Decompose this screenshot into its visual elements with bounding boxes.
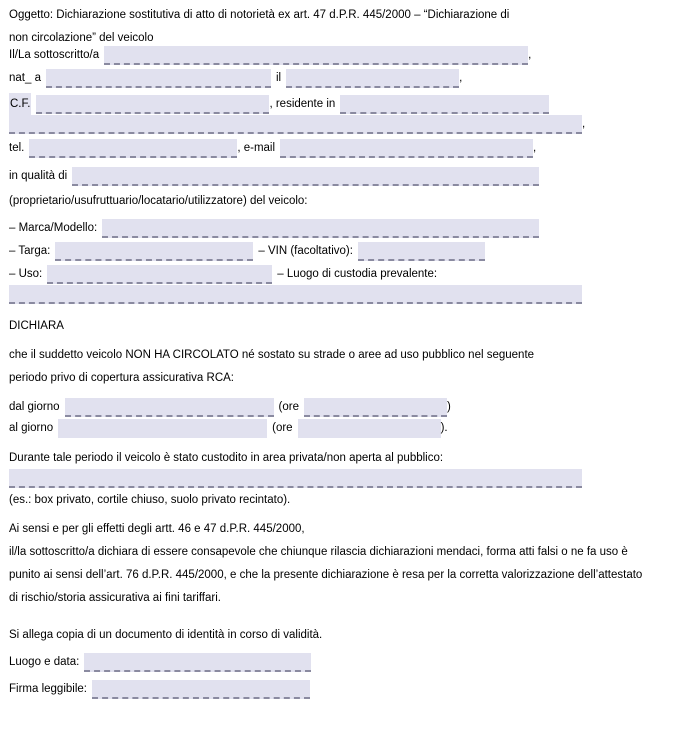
label-luogo-data: Luogo e data: bbox=[9, 656, 80, 668]
label-codice-fiscale: C.F. bbox=[9, 93, 31, 116]
row-residenza-continuazione bbox=[9, 113, 585, 136]
label-targa: – Targa: bbox=[9, 245, 51, 257]
custodia-example-text: (es.: box privato, cortile chiuso, suolo privato recintato). bbox=[9, 494, 291, 506]
note-qualita: (proprietario/usufruttuario/locatario/utilizzatore) del veicolo: bbox=[9, 195, 308, 207]
label-al-ore: (ore bbox=[272, 422, 293, 434]
declaration-body-line-2: periodo privo di copertura assicurativa RCA: bbox=[9, 372, 234, 384]
input-dal-giorno[interactable] bbox=[65, 398, 274, 417]
row-targa-vin bbox=[9, 240, 485, 263]
input-codice-fiscale[interactable] bbox=[36, 95, 269, 114]
tail-al-ore: ). bbox=[440, 422, 448, 434]
row-al-giorno bbox=[9, 417, 448, 440]
label-firma: Firma leggibile: bbox=[9, 683, 87, 695]
input-residenza-continuazione[interactable] bbox=[9, 115, 582, 134]
custodia-intro-text: Durante tale periodo il veicolo è stato custodito in area privata/non aperta al pubblico: bbox=[9, 452, 444, 464]
row-dal-giorno bbox=[9, 396, 451, 419]
dichiara-heading: DICHIARA bbox=[9, 320, 64, 332]
row-nato-a bbox=[9, 67, 462, 90]
input-al-giorno[interactable] bbox=[58, 419, 267, 438]
input-luogo-data[interactable] bbox=[84, 653, 311, 672]
label-qualita: in qualità di bbox=[9, 170, 68, 182]
tail-dal-ore: ) bbox=[446, 401, 451, 413]
input-firma[interactable] bbox=[92, 680, 310, 699]
label-marca-modello: – Marca/Modello: bbox=[9, 222, 98, 234]
label-nato-a: nat_ a bbox=[9, 72, 41, 84]
input-residenza[interactable] bbox=[340, 95, 549, 114]
row-contatti bbox=[9, 137, 536, 160]
input-nato-a[interactable] bbox=[46, 69, 271, 88]
row-uso-custodia bbox=[9, 263, 437, 286]
input-qualita[interactable] bbox=[72, 167, 539, 186]
input-custodia-descrizione[interactable] bbox=[9, 469, 582, 488]
input-al-ore[interactable] bbox=[298, 419, 441, 438]
input-vin[interactable] bbox=[358, 242, 485, 261]
tail-email: , bbox=[533, 142, 537, 154]
input-uso[interactable] bbox=[47, 265, 272, 284]
label-uso: – Uso: bbox=[9, 268, 43, 280]
input-luogo-custodia[interactable] bbox=[9, 285, 582, 304]
label-dal-ore: (ore bbox=[278, 401, 299, 413]
label-sottoscritto: Il/La sottoscritto/a bbox=[9, 49, 100, 61]
input-marca-modello[interactable] bbox=[102, 219, 539, 238]
row-luogo-data bbox=[9, 651, 311, 674]
legal-intro: Ai sensi e per gli effetti degli artt. 46 e 47 d.P.R. 445/2000, bbox=[9, 523, 305, 535]
row-firma bbox=[9, 678, 310, 701]
input-email[interactable] bbox=[280, 139, 533, 158]
tail-residenza: , bbox=[582, 118, 586, 130]
row-sottoscritto bbox=[9, 44, 531, 67]
label-vin: – VIN (facoltativo): bbox=[258, 245, 353, 257]
label-il: il bbox=[275, 72, 282, 84]
declaration-body-line-1: che il suddetto veicolo NON HA CIRCOLATO né sostato su strade o aree ad uso pubblico nel seguente bbox=[9, 349, 535, 361]
tail-email-label: , e-mail bbox=[237, 142, 276, 154]
tail-il: , bbox=[459, 72, 463, 84]
label-dal-giorno: dal giorno bbox=[9, 401, 60, 413]
tail-residente: , residente in bbox=[269, 98, 336, 110]
label-telefono: tel. bbox=[9, 142, 25, 154]
tail-sottoscritto: , bbox=[528, 49, 532, 61]
label-luogo-custodia: – Luogo di custodia prevalente: bbox=[277, 268, 438, 280]
input-data-nascita[interactable] bbox=[286, 69, 459, 88]
row-qualita bbox=[9, 165, 539, 188]
input-sottoscritto[interactable] bbox=[104, 46, 528, 65]
label-al-giorno: al giorno bbox=[9, 422, 54, 434]
legal-paragraph: il/la sottoscritto/a dichiara di essere consapevole che chiunque rilascia dichiarazioni mendaci, forma atti falsi o ne fa uso è punito ai sensi dell’art. 76 d.P.R. 445/2000, e che la presente dichiarazione è resa per la corretta valorizzazione dell’attestato di rischio/storia assicurativa ai fini tariffari. bbox=[9, 546, 643, 604]
input-telefono[interactable] bbox=[29, 139, 237, 158]
input-dal-ore[interactable] bbox=[304, 398, 447, 417]
row-marca-modello bbox=[9, 217, 539, 240]
subject-line-1: Oggetto: Dichiarazione sostitutiva di atto di notorietà ex art. 47 d.P.R. 445/2000 – “Dichiarazione di bbox=[9, 9, 510, 21]
subject-line-2: non circolazione” del veicolo bbox=[9, 32, 154, 44]
input-targa[interactable] bbox=[55, 242, 253, 261]
attachment-note: Si allega copia di un documento di identità in corso di validità. bbox=[9, 629, 323, 641]
